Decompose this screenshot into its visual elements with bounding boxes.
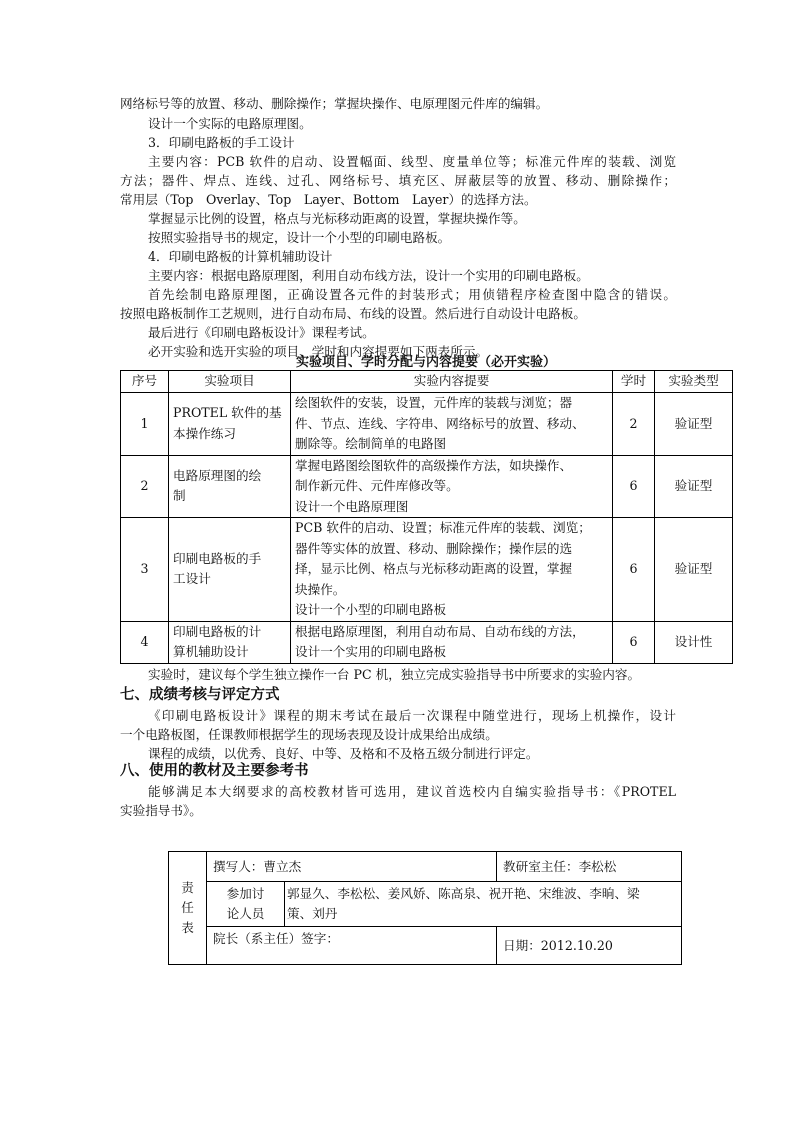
section-7-line-2: 一个电路板图，任课教师根据学生的现场表现及设计成果给出成绩。 — [120, 727, 498, 742]
subheading-pcb-cad: 4．印刷电路板的计算机辅助设计 — [148, 249, 333, 264]
header-type: 实验类型 — [655, 371, 733, 393]
row-type: 设计性 — [655, 621, 733, 663]
intro-line-7: 掌握显示比例的设置，格点与光标移动距离的设置，掌握块操作等。 — [148, 211, 526, 226]
table-row — [121, 621, 733, 663]
table-row — [121, 518, 733, 622]
intro-line-2: 设计一个实际的电路原理图。 — [148, 116, 312, 131]
row-hours: 6 — [613, 518, 655, 622]
row-project: 印刷电路板的手 工设计 — [169, 518, 291, 622]
row-no: 3 — [121, 518, 169, 622]
subheading-pcb-manual: 3．印刷电路板的手工设计 — [148, 135, 295, 150]
row-no: 1 — [121, 393, 169, 456]
resp-participants: 郭显久、李松松、姜风娇、陈高泉、祝开艳、宋维波、李晌、梁 策、刘丹 — [285, 882, 682, 927]
resp-participants-label: 参加讨 论人员 — [207, 882, 285, 927]
table-row — [121, 455, 733, 518]
row-type: 验证型 — [655, 393, 733, 456]
row-content: 根据电路原理图，利用自动布局、自动布线的方法， 设计一个实用的印刷电路板 — [291, 621, 613, 663]
table-header-row — [121, 371, 733, 393]
row-hours: 2 — [613, 393, 655, 456]
row-project: 印刷电路板的计 算机辅助设计 — [169, 621, 291, 663]
row-no: 4 — [121, 621, 169, 663]
row-content: 绘图软件的安装，设置，元件库的装载与浏览；器 件、节点、连线、字符串、网络标号的放置、移动、 删除等。绘制简单的电路图 — [291, 393, 613, 456]
intro-line-13: 最后进行《印刷电路板设计》课程考试。 — [148, 325, 375, 340]
intro-line-1: 网络标号等的放置、移动、删除操作；掌握块操作、电原理图元件库的编辑。 — [120, 96, 549, 111]
resp-row-dean — [169, 927, 682, 965]
row-hours: 6 — [613, 455, 655, 518]
section-7-line-3: 课程的成绩，以优秀、良好、中等、及格和不及格五级分制进行评定。 — [148, 746, 539, 761]
intro-line-8: 按照实验指导书的规定，设计一个小型的印刷电路板。 — [148, 230, 451, 245]
section-7-line-1: 《印刷电路板设计》课程的期末考试在最后一次课程中随堂进行，现场上机操作，设计 — [148, 708, 676, 723]
section-8-line-2: 实验指导书》。 — [120, 803, 202, 818]
row-no: 2 — [121, 455, 169, 518]
resp-row-participants — [169, 882, 682, 927]
row-project: 电路原理图的绘 制 — [169, 455, 291, 518]
section-8-title: 八、使用的教材及主要参考书 — [120, 763, 309, 779]
section-8-line-1: 能够满足本大纲要求的高校教材皆可选用，建议首选校内自编实验指导书：《PROTEL — [148, 784, 676, 799]
resp-side-label: 责 任 表 — [169, 852, 207, 965]
resp-date: 日期：2012.10.20 — [497, 927, 682, 965]
header-hours: 学时 — [613, 371, 655, 393]
row-type: 验证型 — [655, 455, 733, 518]
intro-line-10: 主要内容：根据电路原理图，利用自动布线方法，设计一个实用的印刷电路板。 — [148, 268, 589, 283]
resp-row-writer — [169, 852, 682, 882]
header-no: 序号 — [121, 371, 169, 393]
intro-line-4: 主要内容：PCB 软件的启动、设置幅面、线型、度量单位等；标准元件库的装载、浏览 — [148, 154, 676, 169]
row-type: 验证型 — [655, 518, 733, 622]
table-row — [121, 393, 733, 456]
intro-line-14: 必开实验和选开实验的项目、学时和内容提要如下两表所示。 — [148, 344, 489, 359]
header-content: 实验内容提要 — [291, 371, 613, 393]
resp-director: 教研室主任：李松松 — [497, 852, 682, 882]
section-7-title: 七、成绩考核与评定方式 — [120, 687, 280, 703]
resp-writer: 撰写人：曹立杰 — [207, 852, 497, 882]
header-project: 实验项目 — [169, 371, 291, 393]
row-hours: 6 — [613, 621, 655, 663]
resp-dean-sign: 院长（系主任）签字： — [207, 927, 497, 965]
experiment-table — [120, 370, 733, 664]
row-content: PCB 软件的启动、设置；标准元件库的装载、浏览； 器件等实体的放置、移动、删除操作；操作层的选 择，显示比例、格点与光标移动距离的设置，掌握 块操作。 设计一个小型的印刷电路板 — [291, 518, 613, 622]
intro-line-6: 常用层（Top Overlay、Top Layer、Bottom Layer）的选择方法。 — [120, 192, 537, 207]
responsibility-table — [168, 851, 682, 965]
after-table-note: 实验时，建议每个学生独立操作一台 PC 机，独立完成实验指导书中所要求的实验内容。 — [148, 667, 641, 682]
row-content: 掌握电路图绘图软件的高级操作方法，如块操作、 制作新元件、元件库修改等。 设计一个电路原理图 — [291, 455, 613, 518]
intro-line-5: 方法；器件、焊点、连线、过孔、网络标号、填充区、屏蔽层等的放置、移动、删除操作； — [120, 173, 676, 188]
table-caption: 实验项目、学时分配与内容提要（必开实验） — [295, 355, 556, 370]
intro-line-11: 首先绘制电路原理图，正确设置各元件的封装形式；用侦错程序检查图中隐含的错误。 — [148, 287, 676, 302]
row-project: PROTEL 软件的基 本操作练习 — [169, 393, 291, 456]
intro-line-12: 按照电路板制作工艺规则，进行自动布局、布线的设置。然后进行自动设计电路板。 — [120, 306, 586, 321]
